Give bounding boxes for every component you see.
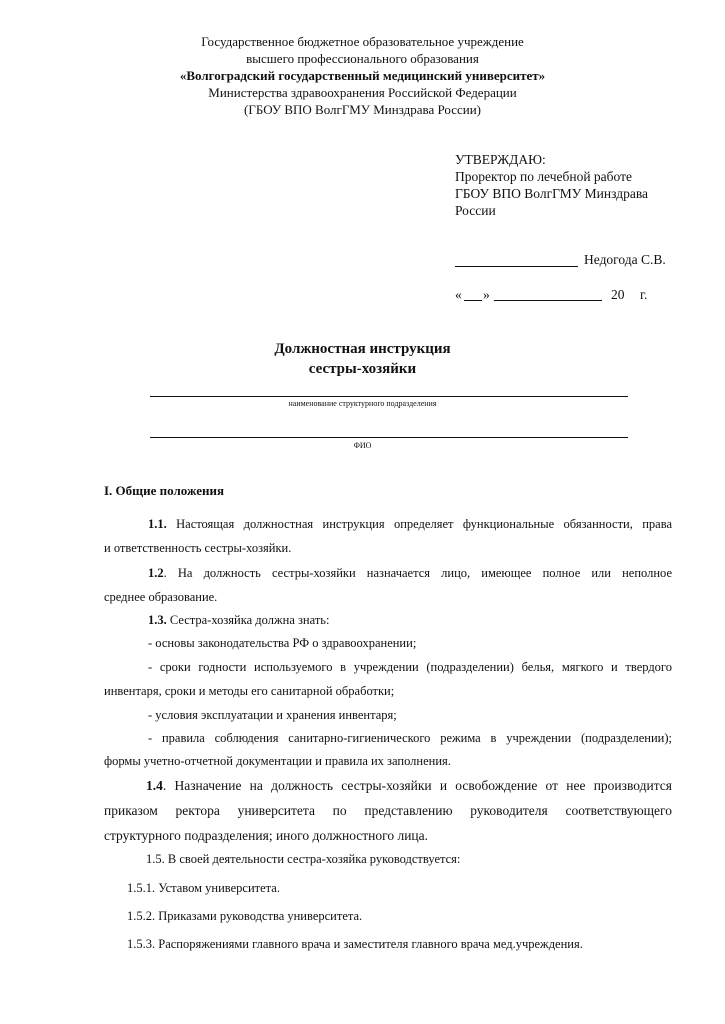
para-1-1-number: 1.1.	[148, 517, 167, 531]
section-heading: I. Общие положения	[104, 483, 224, 498]
para-1-3-item-4-line-2: формы учетно-отчетной документации и правила их заполнения.	[104, 754, 451, 768]
para-1-3-item-3: - условия эксплуатации и хранения инвентаря;	[148, 708, 397, 722]
para-1-3-line	[148, 609, 329, 632]
para-1-4-number: 1.4	[146, 778, 163, 793]
para-1-5-2: 1.5.2. Приказами руководства университета.	[127, 909, 363, 923]
date-year-suffix: г.	[640, 287, 648, 302]
date-year: 20	[611, 287, 625, 302]
ministry-line: Министерства здравоохранения Российской Федерации	[208, 85, 517, 100]
para-1-3-item-1: - основы законодательства РФ о здравоохранении;	[148, 636, 417, 650]
signature-line	[455, 266, 578, 267]
approval-position-1: Проректор по лечебной работе	[455, 169, 633, 184]
para-1-4-line-2: приказом ректора университета по представлению руководителя соответствующего	[104, 803, 672, 818]
para-1-1-line-1	[148, 513, 672, 536]
para-1-4-line-3: структурного подразделения; иного должностного лица.	[104, 828, 429, 843]
approval-position-3: России	[455, 203, 496, 218]
para-1-1-text: Настоящая должностная инструкция определяет функциональные обязанности, права	[176, 517, 673, 531]
para-1-4-text: . Назначение на должность сестры-хозяйки и освобождение от нее производится	[162, 778, 672, 793]
para-1-5-1: 1.5.1. Уставом университета.	[127, 881, 280, 895]
para-1-2-number: 1.2	[148, 566, 164, 580]
doc-title-line-2: сестры-хозяйки	[308, 361, 417, 377]
para-1-3-number: 1.3.	[148, 613, 167, 627]
unit-name-caption: наименование структурного подразделения	[288, 399, 437, 408]
para-1-5-3: 1.5.3. Распоряжениями главного врача и заместителя главного врача мед.учреждения.	[127, 937, 583, 951]
para-1-4-line-1	[146, 773, 672, 798]
doc-title-line-1: Должностная инструкция	[274, 341, 451, 357]
institution-abbr: (ГБОУ ВПО ВолгГМУ Минздрава России)	[244, 102, 481, 117]
institution-name: «Волгоградский государственный медицинский университет»	[179, 68, 546, 83]
date-quote-close: »	[483, 287, 490, 302]
approval-title: УТВЕРЖДАЮ:	[455, 152, 546, 167]
date-quote-open: «	[455, 287, 462, 302]
para-1-5: 1.5. В своей деятельности сестра-хозяйка руководствуется:	[146, 852, 461, 866]
fio-caption: ФИО	[353, 441, 372, 450]
para-1-1-line-2: и ответственность сестры-хозяйки.	[104, 541, 292, 555]
date-day-line	[464, 300, 482, 301]
institution-line-1: Государственное бюджетное образовательное учреждение	[201, 34, 524, 49]
institution-line-2: высшего профессионального образования	[246, 51, 479, 66]
para-1-3-item-4-line-1: - правила соблюдения санитарно-гигиенического режима в учреждении (подразделении);	[148, 731, 672, 745]
para-1-2-line-2: среднее образование.	[104, 590, 218, 604]
para-1-2-line-1	[148, 562, 672, 585]
signer-name: Недогода С.В.	[584, 252, 666, 267]
para-1-3-item-2-line-1: - сроки годности используемого в учреждении (подразделении) белья, мягкого и твердого	[148, 660, 672, 674]
date-month-line	[494, 300, 602, 301]
para-1-3-item-2-line-2: инвентаря, сроки и методы его санитарной обработки;	[104, 684, 395, 698]
para-1-2-text: . На должность сестры-хозяйки назначается лицо, имеющее полное или неполное	[163, 566, 672, 580]
approval-position-2: ГБОУ ВПО ВолгГМУ Минздрава	[455, 186, 649, 201]
para-1-3-text: Сестра-хозяйка должна знать:	[169, 613, 330, 627]
unit-name-line	[150, 396, 628, 397]
fio-line	[150, 437, 628, 438]
